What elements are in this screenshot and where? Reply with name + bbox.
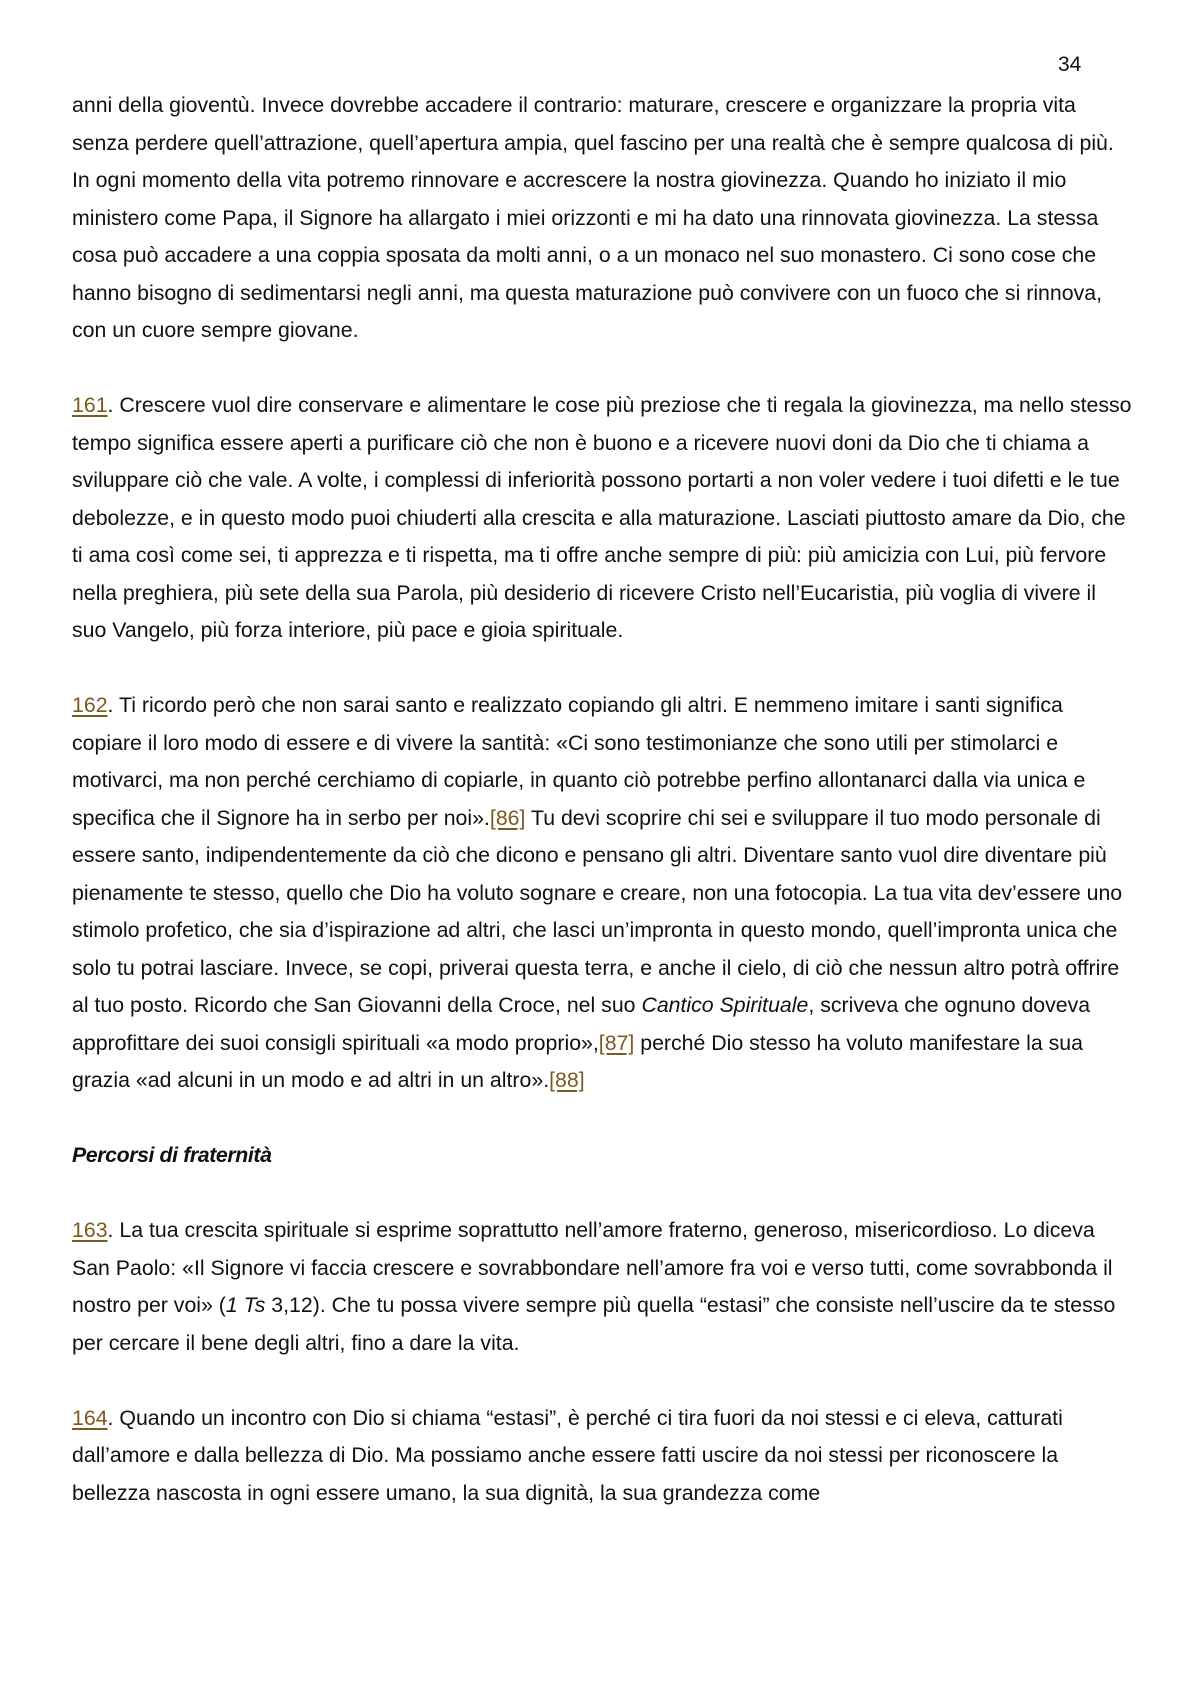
paragraph-163 [72, 1212, 1132, 1362]
document-body [72, 87, 1132, 1550]
scripture-reference: 1 Ts [225, 1293, 266, 1317]
paragraph-164 [72, 1400, 1132, 1513]
paragraph-162 [72, 687, 1132, 1100]
paragraph-text: . Crescere vuol dire conservare e alimentare le cose più preziose che ti regala la giovinezza, ma nello stesso tempo significa essere aperti a purificare ciò che non è buono e a ricevere nuovi doni da Dio che ti chiama a sviluppare ciò che vale. A volte, i complessi di inferiorità possono portarti a non voler vedere i tuoi difetti e le tue debolezze, e in questo modo puoi chiuderti alla crescita e alla maturazione. Lasciati piuttosto amare da Dio, che ti ama così come sei, ti apprezza e ti rispetta, ma ti offre anche sempre di più: più amicizia con Lui, più fervore nella preghiera, più sete della sua Parola, più desiderio di ricevere Cristo nell’Eucaristia, più voglia di vivere il suo Vangelo, più forza interiore, più pace e gioia spirituale. [72, 393, 1132, 642]
paragraph-text: Tu devi scoprire chi sei e sviluppare il tuo modo personale di essere santo, indipendentemente da ciò che dicono e pensano gli altri. Diventare santo vuol dire diventare più pienamente te stesso, quello che Dio ha voluto sognare e creare, non una fotocopia. La tua vita dev’essere uno stimolo profetico, che sia d’ispirazione ad altri, che lasci un’impronta in questo mondo, quell’impronta unica che solo tu potrai lasciare. Invece, se copi, priverai questa terra, e anche il cielo, di ciò che nessun altro potrà offrire al tuo posto. Ricordo che San Giovanni della Croce, nel suo [72, 805, 1123, 1017]
paragraph-161 [72, 387, 1132, 650]
paragraph-number-link[interactable]: 161 [72, 393, 108, 417]
paragraph-text: . Quando un incontro con Dio si chiama “estasi”, è perché ci tira fuori da noi stessi e ci eleva, catturati dall’amore e dalla bellezza di Dio. Ma possiamo anche essere fatti uscire da noi stessi per riconoscere la bellezza nascosta in ogni essere umano, la sua dignità, la sua grandezza come [72, 1405, 1063, 1505]
paragraph-text: . La tua crescita spirituale si esprime soprattutto nell’amore fraterno, generoso, misericordioso. Lo diceva San Paolo: «Il Signore vi faccia crescere e sovrabbondare nell’amore fra voi e verso tutti, come sovrabbonda il nostro per voi» ( [72, 1218, 1113, 1317]
paragraph-text: , scriveva che ognuno doveva approfittare dei suoi consigli spirituali «a modo proprio», [72, 993, 1091, 1055]
paragraph-number-link[interactable]: 164 [72, 1405, 108, 1430]
section-heading: Percorsi di fraternità [72, 1143, 272, 1167]
book-title: Cantico Spirituale [641, 993, 809, 1017]
paragraph-number-link[interactable]: 162 [72, 693, 108, 717]
paragraph-number-link[interactable]: 163 [72, 1218, 108, 1242]
footnote-link-87[interactable]: [87] [598, 1030, 635, 1055]
paragraph-text: perché Dio stesso ha voluto manifestare la sua grazia «ad alcuni in un modo e ad altri in un altro». [72, 1030, 1083, 1092]
paragraph-continuation [72, 87, 1132, 350]
page-number: 34 [1058, 53, 1082, 76]
paragraph-text: . Ti ricordo però che non sarai santo e realizzato copiando gli altri. E nemmeno imitare i santi significa copiare il loro modo di essere e di vivere la santità: «Ci sono testimonianze che sono utili per stimolarci e motivarci, ma non perché cerchiamo di copiarle, in quanto ciò potrebbe perfino allontanarci dalla via unica e specifica che il Signore ha in serbo per noi». [72, 693, 1086, 830]
paragraph-text: 3,12). Che tu possa vivere sempre più quella “estasi” che consiste nell’uscire da te stesso per cercare il bene degli altri, fino a dare la vita. [72, 1293, 1116, 1355]
footnote-link-88[interactable]: [88] [549, 1068, 585, 1092]
paragraph-text: anni della gioventù. Invece dovrebbe accadere il contrario: maturare, crescere e organizzare la propria vita senza perdere quell’attrazione, quell’apertura ampia, quel fascino per una realtà che è sempre qualcosa di più. In ogni momento della vita potremo rinnovare e accrescere la nostra giovinezza. Quando ho iniziato il mio ministero come Papa, il Signore ha allargato i miei orizzonti e mi ha dato una rinnovata giovinezza. La stessa cosa può accadere a una coppia sposata da molti anni, o a un monaco nel suo monastero. Ci sono cose che hanno bisogno di sedimentarsi negli anni, ma questa maturazione può convivere con un fuoco che si rinnova, con un cuore sempre giovane. [72, 93, 1114, 342]
footnote-link-86[interactable]: [86] [489, 805, 526, 830]
